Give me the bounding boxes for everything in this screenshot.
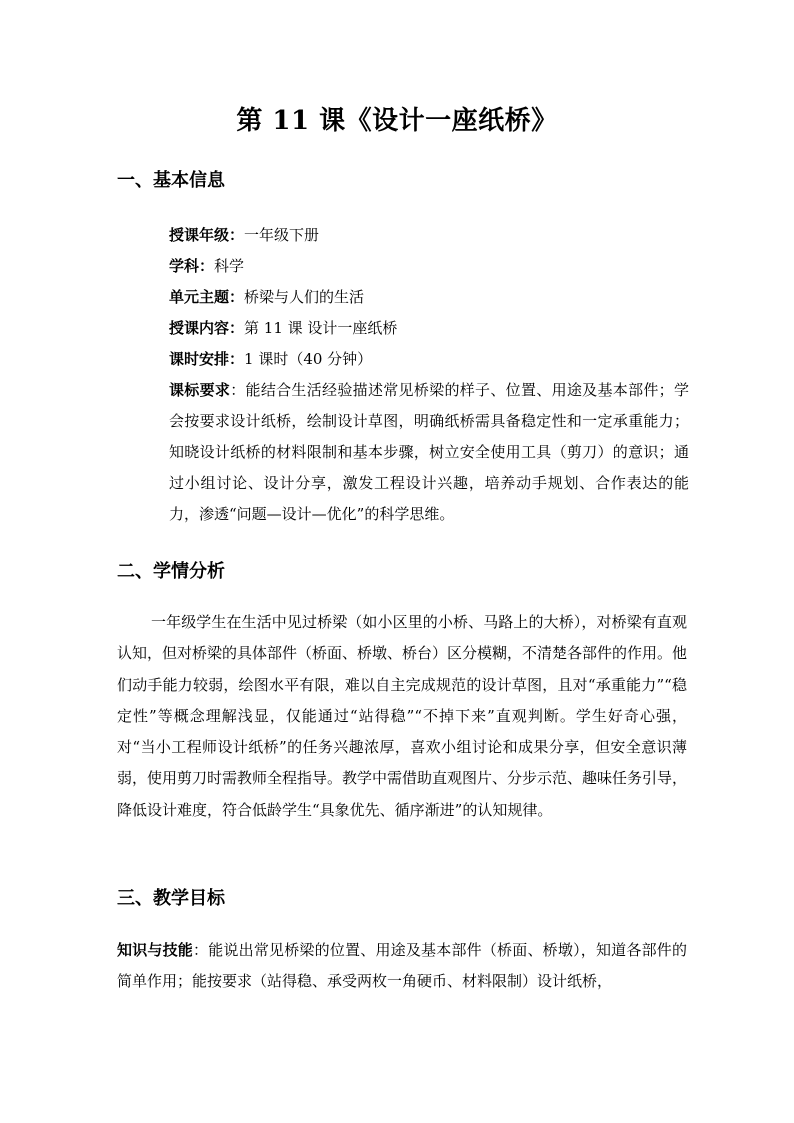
knowledge-label: 知识与技能 xyxy=(117,941,194,959)
info-row-subject xyxy=(169,251,689,282)
document-title: 第 11 课《设计一座纸桥》 xyxy=(236,106,558,136)
time-label: 课时安排： xyxy=(169,350,245,368)
info-row-time xyxy=(169,344,689,375)
section-heading-analysis: 二、学情分析 xyxy=(117,561,225,582)
content-value: 第 11 课 设计一座纸桥 xyxy=(244,319,398,337)
standard-label: 课标要求 xyxy=(169,381,231,399)
time-value: 1 课时（40 分钟） xyxy=(244,350,373,368)
info-row-grade xyxy=(169,220,689,251)
objectives-paragraph xyxy=(117,935,687,998)
unit-value: 桥梁与人们的生活 xyxy=(244,288,365,306)
subject-label: 学科： xyxy=(169,257,215,275)
info-row-standard xyxy=(169,375,689,530)
info-row-content xyxy=(169,313,689,344)
subject-value: 科学 xyxy=(214,257,245,275)
knowledge-text: ：能说出常见桥梁的位置、用途及基本部件（桥面、桥墩），知道各部件的简单作用；能按要求（站得稳、承受两枚一角硬币、材料限制）设计纸桥， xyxy=(117,941,687,991)
analysis-paragraph: 一年级学生在生活中见过桥梁（如小区里的小桥、马路上的大桥），对桥梁有直观认知，但对桥梁的具体部件（桥面、桥墩、桥台）区分模糊，不清楚各部件的作用。他们动手能力较弱，绘图水平有限，难以自主完成规范的设计草图，且对“承重能力”“稳定性”等概念理解浅显，仅能通过“站得稳”“不掉下来”直观判断。学生好奇心强，对“当小工程师设计纸桥”的任务兴趣浓厚，喜欢小组讨论和成果分享，但安全意识薄弱，使用剪刀时需教师全程指导。教学中需借助直观图片、分步示范、趣味任务引导，降低设计难度，符合低龄学生“具象优先、循序渐进”的认知规律。 xyxy=(117,613,688,819)
info-row-unit xyxy=(169,282,689,313)
unit-label: 单元主题： xyxy=(169,288,245,306)
grade-label: 授课年级： xyxy=(169,226,245,244)
grade-value: 一年级下册 xyxy=(244,226,320,244)
content-label: 授课内容： xyxy=(169,319,245,337)
basic-info-block xyxy=(169,220,689,530)
section-heading-objectives: 三、教学目标 xyxy=(117,888,225,909)
standard-value: ：能结合生活经验描述常见桥梁的样子、位置、用途及基本部件；学会按要求设计纸桥，绘制设计草图，明确纸桥需具备稳定性和一定承重能力；知晓设计纸桥的材料限制和基本步骤，树立安全使用工具（剪刀）的意识；通过小组讨论、设计分享，激发工程设计兴趣，培养动手规划、合作表达的能力，渗透“问题—设计—优化”的科学思维。 xyxy=(169,381,689,523)
section-heading-basic-info: 一、基本信息 xyxy=(117,170,225,191)
